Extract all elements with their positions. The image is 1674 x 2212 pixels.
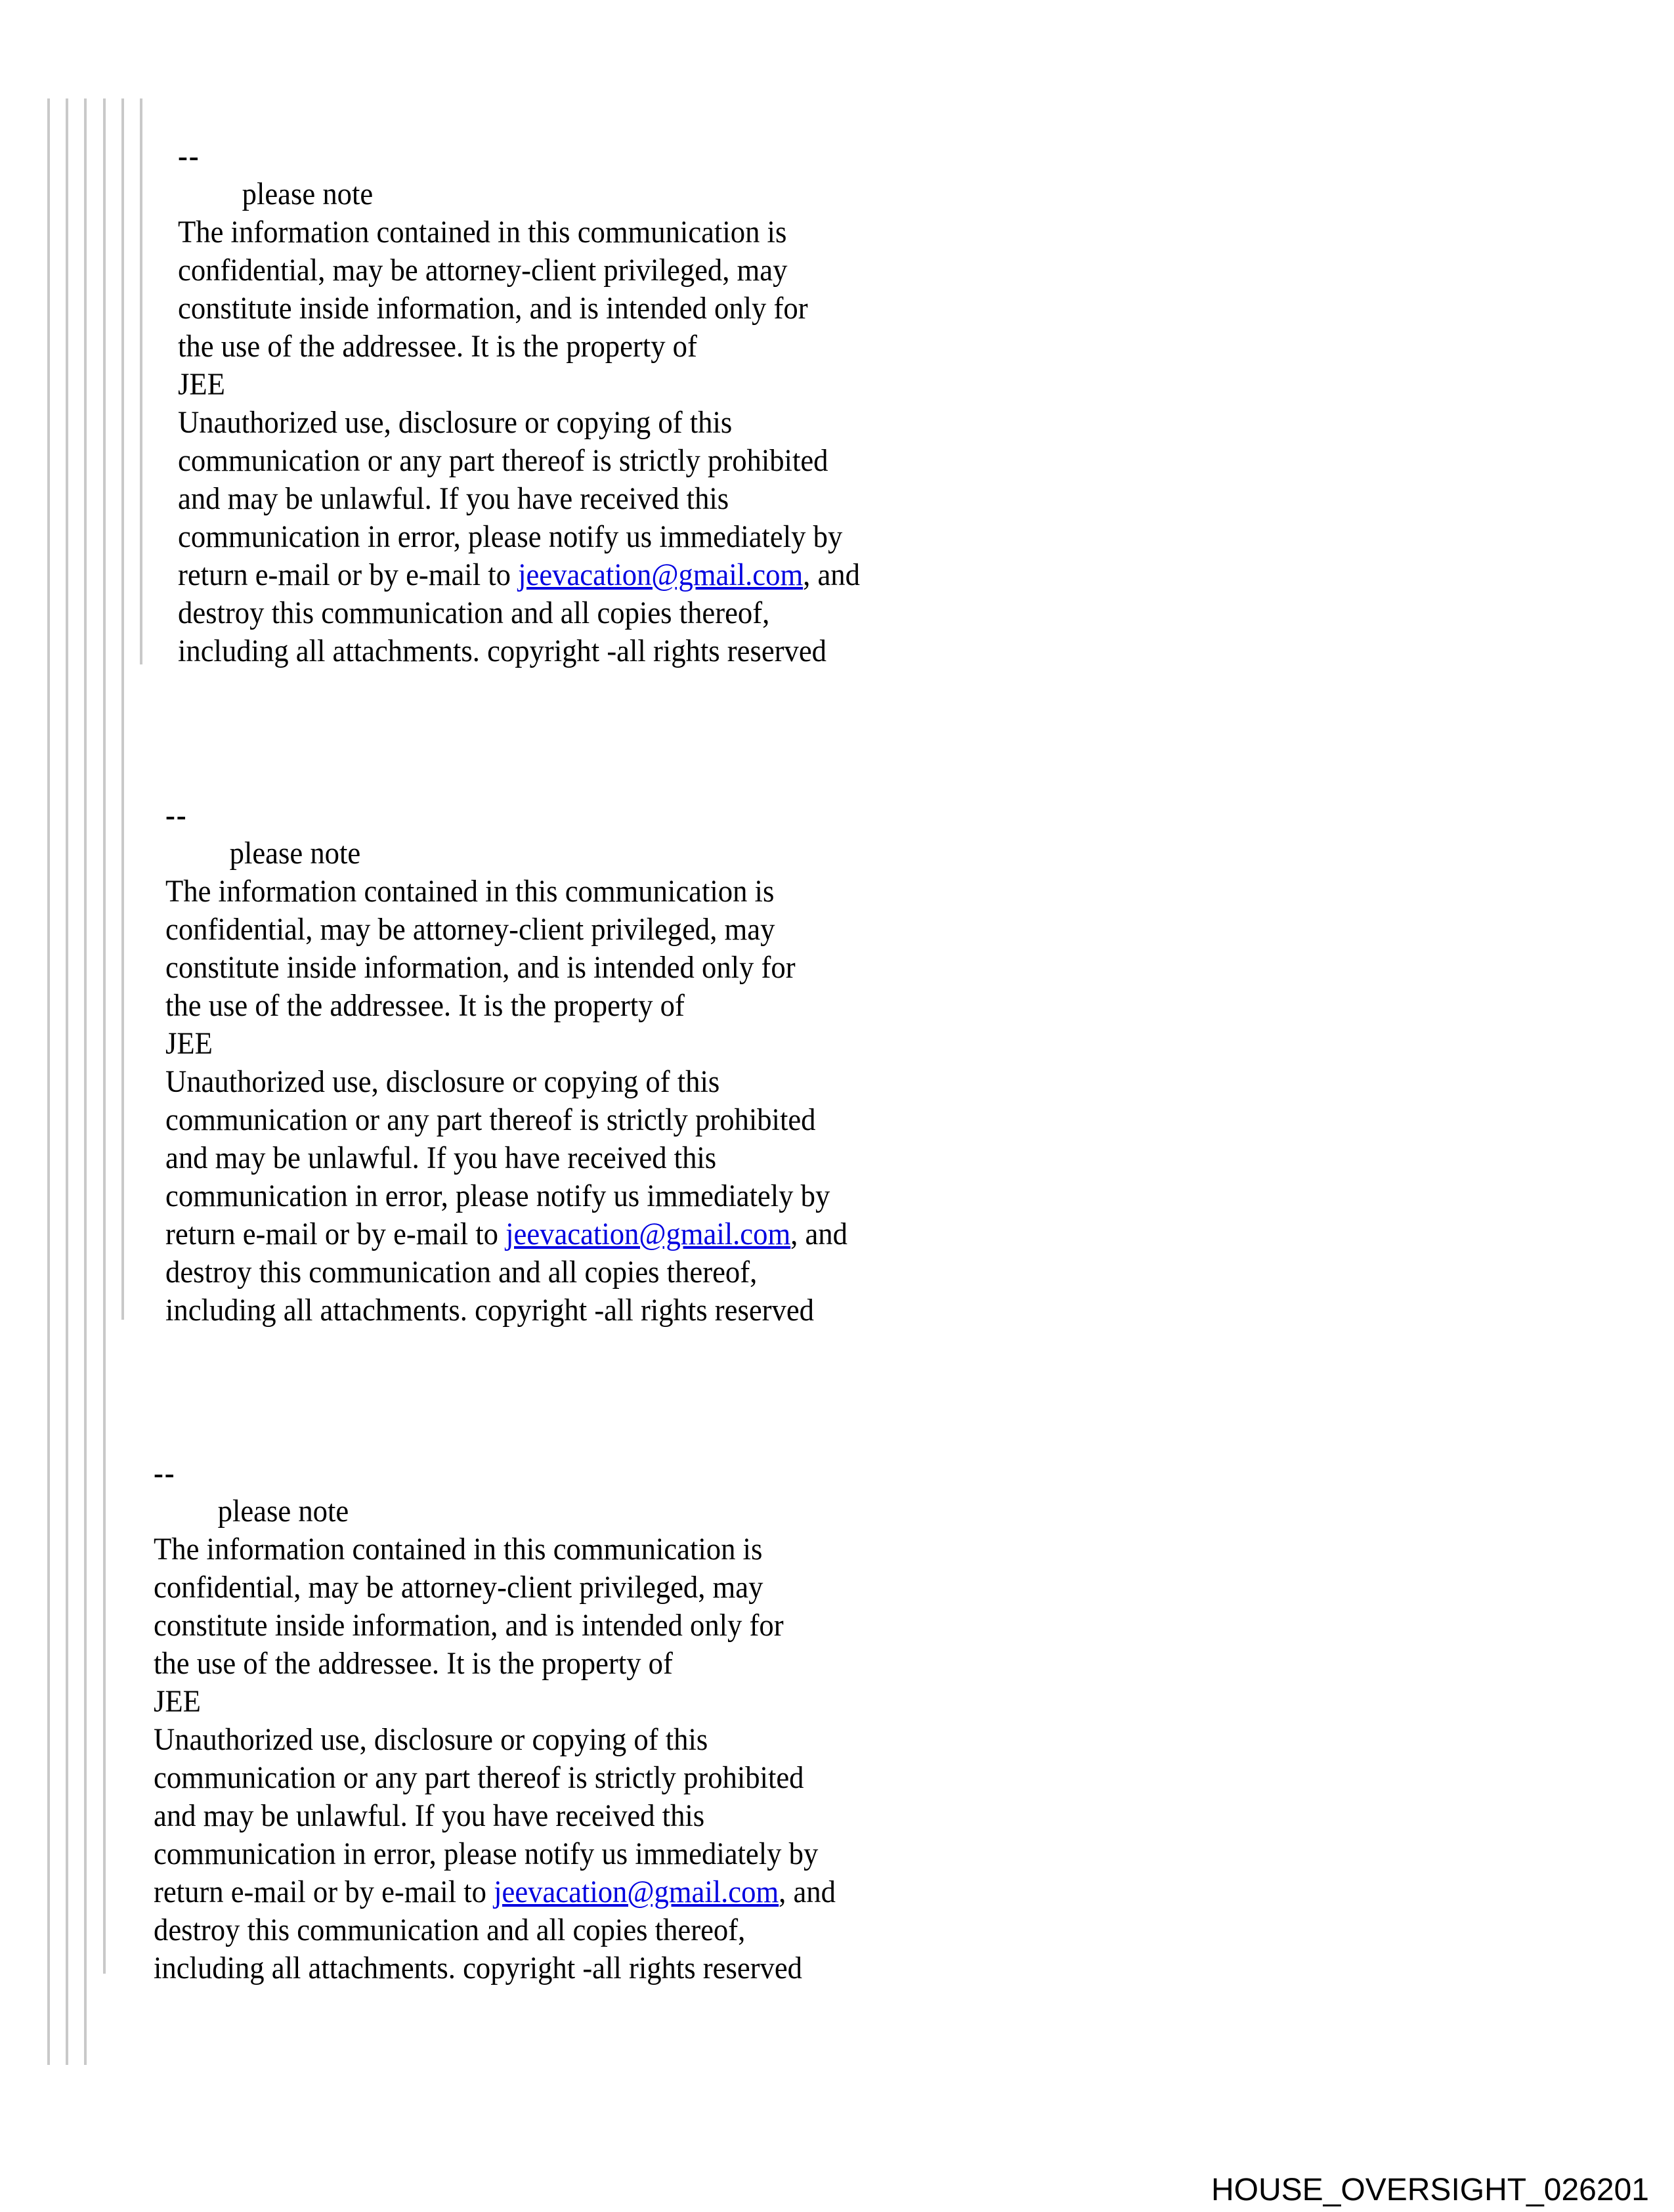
signature-block-1 (178, 137, 860, 670)
signature-line: communication or any part thereof is strictly prohibited (154, 1760, 804, 1795)
signature-line: constitute inside information, and is intended only for (178, 291, 808, 326)
quote-bar (84, 98, 87, 2065)
signature-line: the use of the addressee. It is the property of (154, 1646, 673, 1681)
signature-line: and may be unlawful. If you have received this (178, 481, 729, 516)
signature-link-line (154, 1873, 836, 1911)
quote-bar (140, 98, 142, 664)
email-link[interactable]: jeevacation@gmail.com (518, 557, 804, 592)
link-line-prefix: return e-mail or by e-mail to (165, 1217, 506, 1251)
signature-block-3 (154, 1454, 836, 1987)
signature-link-line (165, 1215, 848, 1253)
signature-line: The information contained in this communication is (178, 215, 787, 249)
signature-line: and may be unlawful. If you have received this (165, 1140, 717, 1175)
please-note-label: please note (229, 836, 361, 871)
link-line-prefix: return e-mail or by e-mail to (178, 557, 519, 592)
signature-line: Unauthorized use, disclosure or copying of this (178, 405, 733, 440)
signature-line: the use of the addressee. It is the property of (178, 329, 697, 364)
signature-line: including all attachments. copyright -all rights reserved (165, 1293, 814, 1328)
signature-separator: -- (178, 139, 200, 173)
email-link[interactable]: jeevacation@gmail.com (494, 1875, 779, 1909)
please-note-label: please note (242, 177, 374, 211)
signature-separator: -- (165, 798, 188, 833)
signature-line: including all attachments. copyright -all rights reserved (154, 1951, 802, 1985)
signature-line: constitute inside information, and is intended only for (165, 950, 796, 985)
quote-bar (66, 98, 68, 2065)
quote-bar (47, 98, 50, 2065)
email-link[interactable]: jeevacation@gmail.com (505, 1217, 791, 1251)
signature-line: confidential, may be attorney-client privileged, may (178, 253, 788, 288)
signature-line: confidential, may be attorney-client privileged, may (154, 1570, 763, 1605)
please-note-label: please note (217, 1494, 349, 1529)
signature-line: communication in error, please notify us immediately by (178, 519, 843, 554)
signature-line: JEE (178, 367, 225, 402)
quote-bar (121, 98, 124, 1320)
signature-line: communication in error, please notify us immediately by (154, 1836, 819, 1871)
link-line-suffix: , and (803, 557, 860, 592)
signature-line: and may be unlawful. If you have received this (154, 1798, 705, 1833)
signature-line: Unauthorized use, disclosure or copying of this (165, 1064, 720, 1099)
signature-link-line (178, 556, 860, 594)
signature-line: destroy this communication and all copies thereof, (178, 596, 770, 630)
signature-line: JEE (154, 1684, 201, 1719)
signature-separator: -- (154, 1456, 176, 1490)
signature-line: including all attachments. copyright -all rights reserved (178, 634, 826, 668)
signature-line: destroy this communication and all copies thereof, (154, 1913, 746, 1947)
bates-number: HOUSE_OVERSIGHT_026201 (1211, 2173, 1649, 2207)
link-line-suffix: , and (790, 1217, 848, 1251)
signature-line: confidential, may be attorney-client privileged, may (165, 912, 775, 947)
signature-block-2 (165, 796, 848, 1330)
signature-line: the use of the addressee. It is the property of (165, 988, 685, 1023)
signature-line: constitute inside information, and is intended only for (154, 1608, 784, 1643)
signature-line: The information contained in this communication is (165, 874, 775, 909)
signature-line: Unauthorized use, disclosure or copying of this (154, 1722, 708, 1757)
link-line-suffix: , and (779, 1875, 836, 1909)
signature-line: JEE (165, 1026, 213, 1061)
signature-line: The information contained in this communication is (154, 1532, 763, 1567)
link-line-prefix: return e-mail or by e-mail to (154, 1875, 494, 1909)
quote-bar (103, 98, 106, 1974)
signature-line: communication or any part thereof is strictly prohibited (178, 443, 828, 478)
signature-line: communication in error, please notify us immediately by (165, 1179, 830, 1213)
signature-line: communication or any part thereof is strictly prohibited (165, 1102, 816, 1137)
signature-line: destroy this communication and all copies thereof, (165, 1255, 758, 1290)
